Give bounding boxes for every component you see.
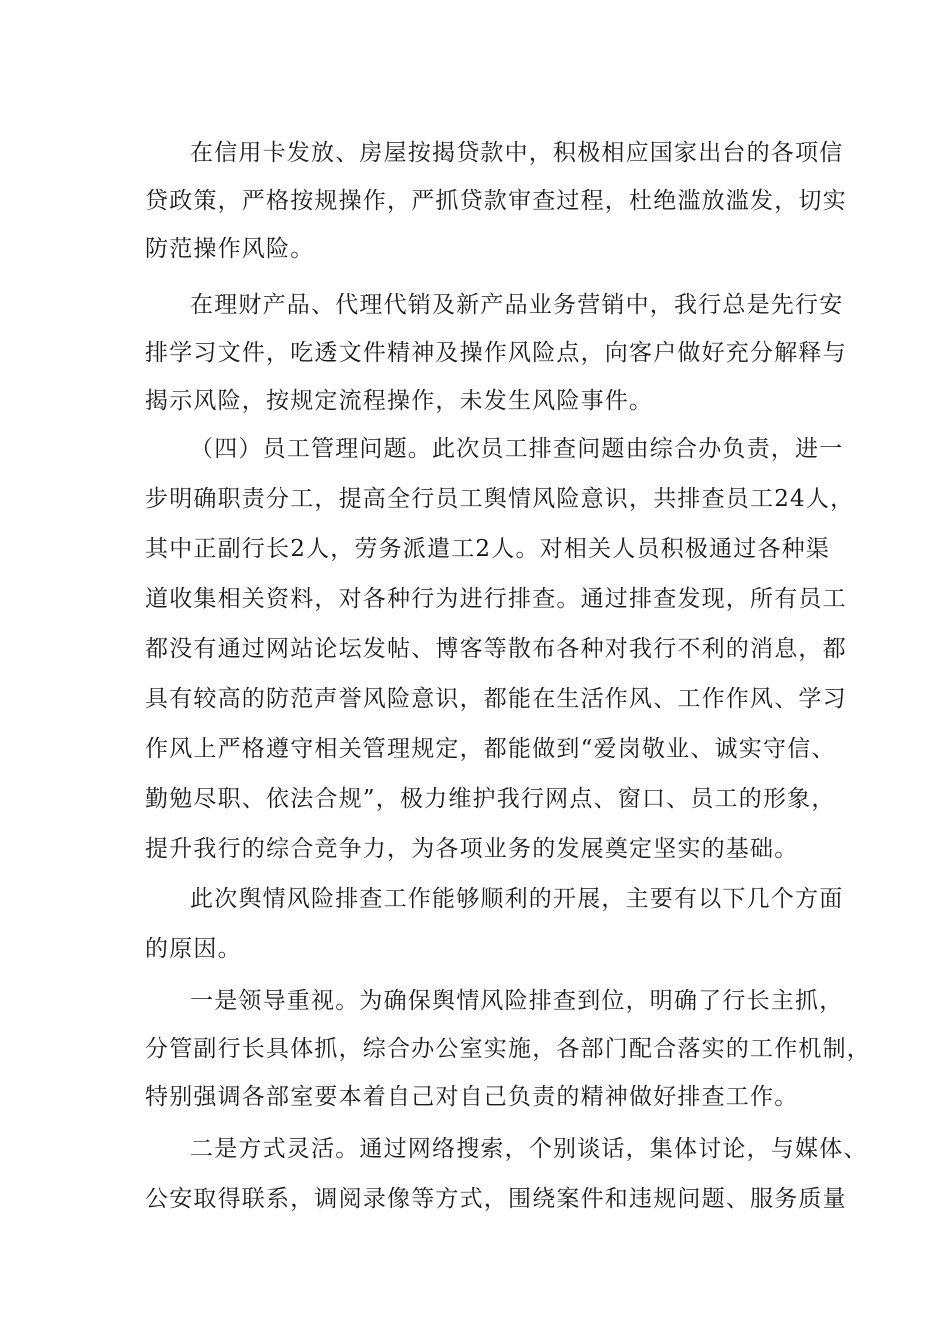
text-line: 提升我行的综合竞争力，为各项业务的发展奠定坚实的基础。 <box>145 836 799 862</box>
text-line: 二是方式灵活。通过网络搜索，个别谈话，集体讨论，与媒体、 <box>190 1136 868 1162</box>
text-line: 在理财产品、代理代销及新产品业务营销中，我行总是先行安 <box>190 292 844 318</box>
text-line: 其中正副行长2人，劳务派遣工2人。对相关人员积极通过各种渠 <box>145 536 831 562</box>
text-line: 步明确职责分工，提高全行员工舆情风险意识，共排查员工24人， <box>145 486 855 512</box>
text-line: 一是领导重视。为确保舆情风险排查到位，明确了行长主抓， <box>190 988 844 1014</box>
text-line: 揭示风险，按规定流程操作，未发生风险事件。 <box>145 388 654 414</box>
text-line: 分管副行长具体抓，综合办公室实施，各部门配合落实的工作机制， <box>145 1036 871 1062</box>
text-line: 都没有通过网站论坛发帖、博客等散布各种对我行不利的消息，都 <box>145 636 847 662</box>
text-line: 贷政策，严格按规操作，严抓贷款审查过程，杜绝滥放滥发，切实 <box>145 188 847 214</box>
text-line: 在信用卡发放、房屋按揭贷款中，积极相应国家出台的各项信 <box>190 140 844 166</box>
text-line: 防范操作风险。 <box>145 236 315 262</box>
text-line: 排学习文件，吃透文件精神及操作风险点，向客户做好充分解释与 <box>145 340 847 366</box>
text-line: 的原因。 <box>145 936 242 962</box>
text-line: 道收集相关资料，对各种行为进行排查。通过排查发现，所有员工 <box>145 586 847 612</box>
text-line: 勤勉尽职、依法合规”，极力维护我行网点、窗口、员工的形象， <box>145 786 836 812</box>
text-line: （四）员工管理问题。此次员工排查问题由综合办负责，进一 <box>190 436 844 462</box>
text-line: 具有较高的防范声誉风险意识，都能在生活作风、工作作风、学习 <box>145 686 847 712</box>
text-line: 此次舆情风险排查工作能够顺利的开展，主要有以下几个方面 <box>190 886 844 912</box>
text-line: 公安取得联系，调阅录像等方式，围绕案件和违规问题、服务质量 <box>145 1186 847 1212</box>
text-line: 作风上严格遵守相关管理规定，都能做到“爱岗敬业、诚实守信、 <box>145 736 836 762</box>
text-line: 特别强调各部室要本着自己对自己负责的精神做好排查工作。 <box>145 1084 799 1110</box>
